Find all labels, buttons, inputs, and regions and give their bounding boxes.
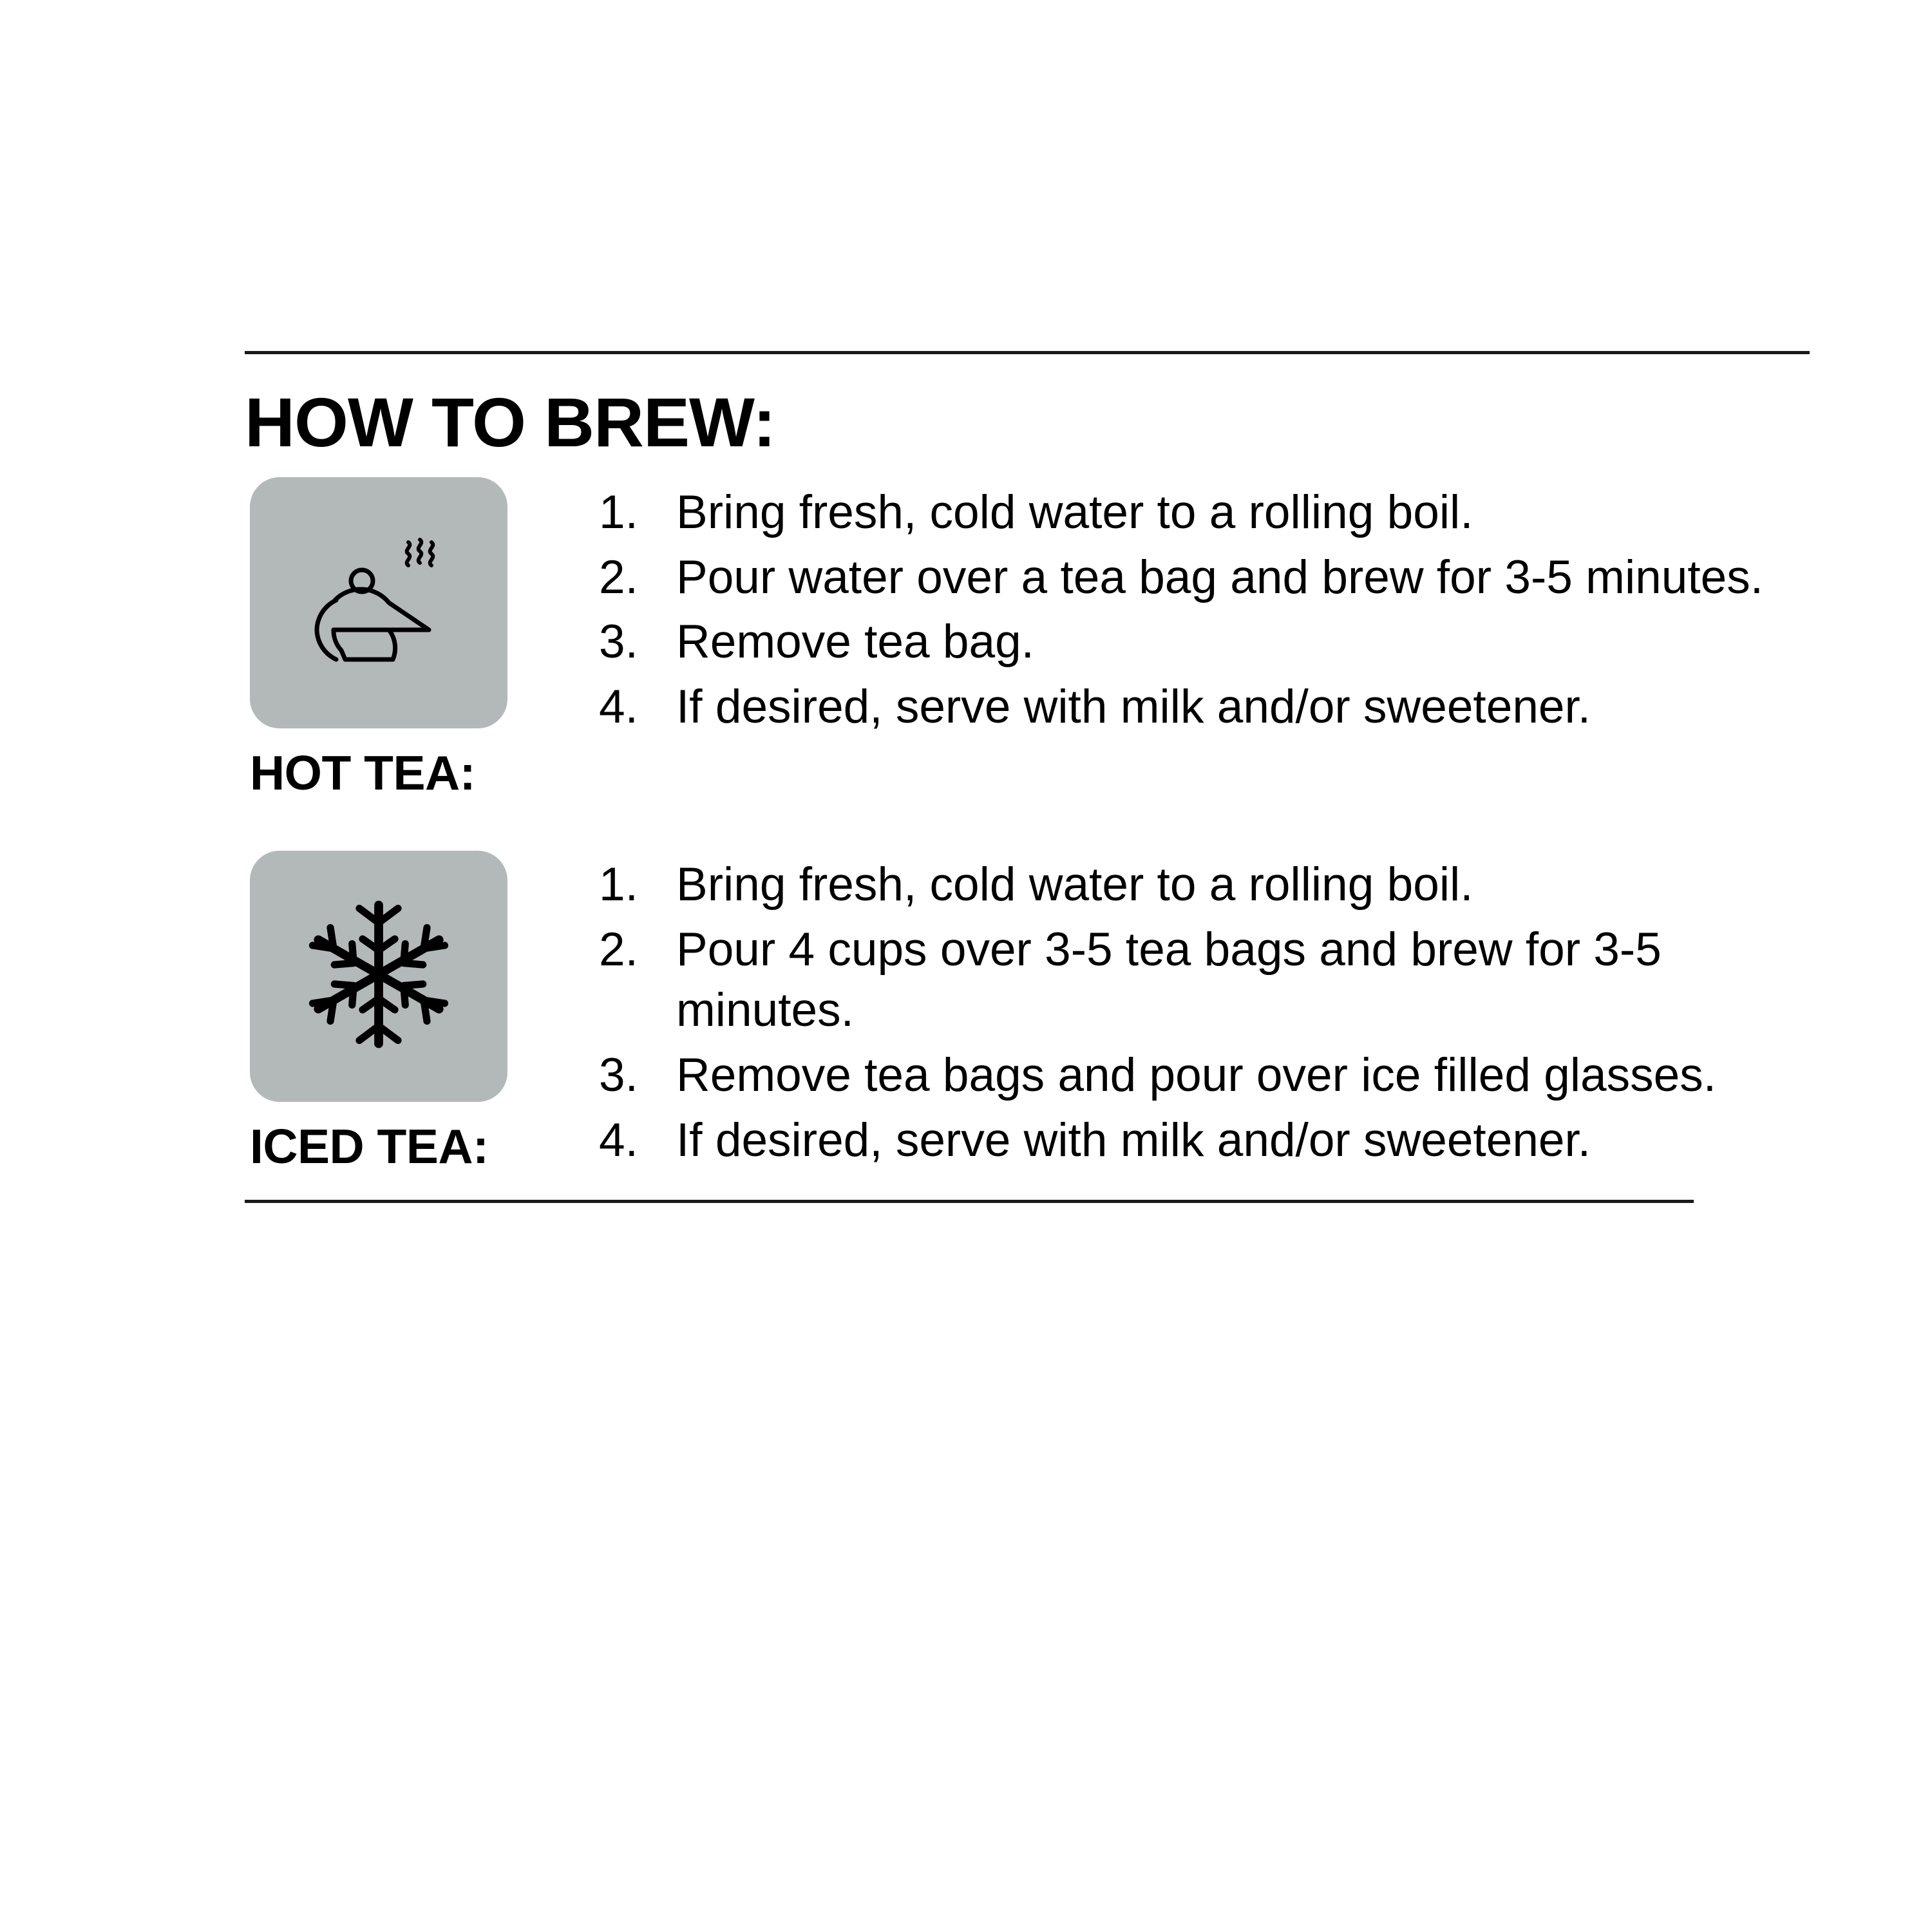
snowflake-icon: [298, 894, 459, 1058]
bottom-divider: [245, 1200, 1694, 1203]
hot-tea-step-list: [599, 482, 1810, 739]
list-item: [599, 482, 1810, 544]
section-iced-tea: [245, 851, 1810, 1175]
hot-tea-icon-tile: [250, 477, 507, 728]
step-text: Bring fresh, cold water to a rolling boil.: [676, 858, 1473, 911]
step-number: 1.: [599, 858, 638, 911]
iced-tea-icon-tile: [250, 851, 507, 1102]
hot-tea-label: HOT TEA:: [250, 745, 476, 800]
step-text: Bring fresh, cold water to a rolling boil.: [676, 486, 1473, 538]
teapot-icon: [295, 533, 462, 672]
step-number: 2.: [599, 551, 638, 603]
iced-tea-steps: [522, 851, 1810, 1175]
step-text: If desired, serve with milk and/or sweetener.: [676, 681, 1591, 734]
list-item: [599, 612, 1810, 673]
hot-tea-icon-column: [245, 477, 522, 800]
iced-tea-label: ICED TEA:: [250, 1119, 489, 1173]
step-text: Remove tea bag.: [676, 616, 1034, 668]
list-item: [599, 855, 1810, 916]
list-item: [599, 677, 1810, 738]
list-item: [599, 1045, 1810, 1106]
instructions-panel: [245, 351, 1810, 1203]
step-text: Pour water over a tea bag and brew for 3-5 minutes.: [676, 551, 1764, 603]
step-number: 4.: [599, 681, 638, 734]
step-number: 3.: [599, 616, 638, 668]
top-divider: [245, 351, 1810, 354]
step-number: 3.: [599, 1049, 638, 1102]
step-number: 1.: [599, 486, 638, 538]
list-item: [599, 920, 1810, 1042]
step-text: Remove tea bags and pour over ice filled glasses.: [676, 1049, 1717, 1102]
step-number: 4.: [599, 1114, 638, 1167]
iced-tea-step-list: [599, 855, 1810, 1171]
list-item: [599, 1110, 1810, 1171]
list-item: [599, 547, 1810, 609]
page-title: HOW TO BREW:: [245, 383, 775, 461]
hot-tea-steps: [522, 477, 1810, 743]
step-text: Pour 4 cups over 3-5 tea bags and brew for 3-5 minutes.: [676, 923, 1662, 1037]
step-number: 2.: [599, 923, 638, 976]
iced-tea-icon-column: [245, 851, 522, 1174]
section-hot-tea: [245, 477, 1810, 800]
step-text: If desired, serve with milk and/or sweetener.: [676, 1114, 1591, 1167]
